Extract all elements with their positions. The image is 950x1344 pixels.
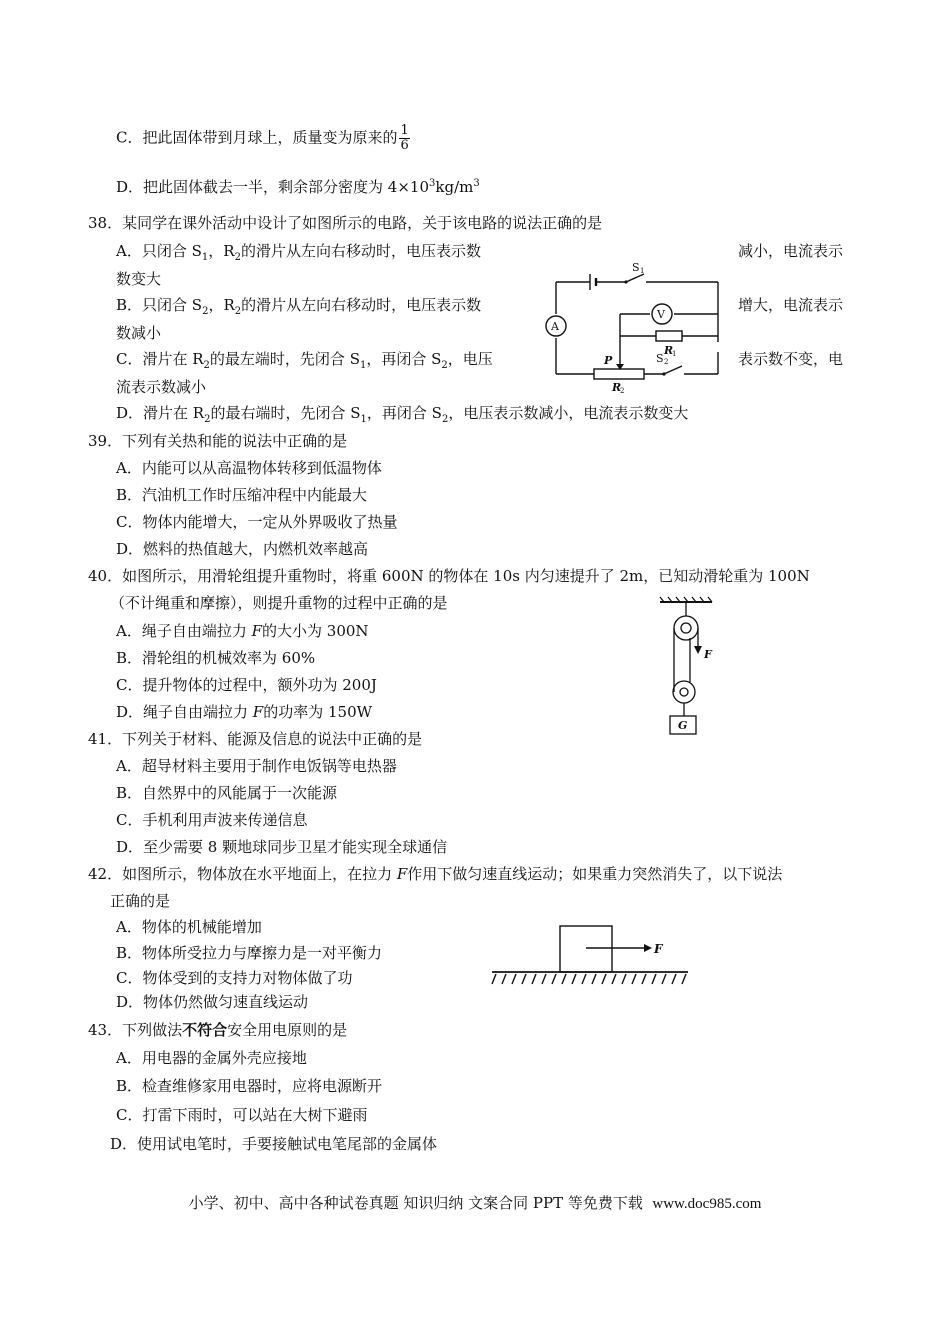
- q41-option-c: C．手机利用声波来传递信息: [116, 811, 308, 829]
- pulley-g-label: G: [678, 719, 688, 732]
- q39-option-b: B．汽油机工作时压缩冲程中内能最大: [116, 486, 368, 504]
- q38-option-c-tail: 表示数不变，电: [738, 350, 844, 368]
- q42-stem-cont: 正确的是: [110, 892, 171, 910]
- q40-option-c: C．提升物体的过程中，额外功为 200J: [116, 676, 377, 694]
- q38-option-d: D．滑片在 $R_2$的最右端时，先闭合 $S_1$，再闭合 $S_2$，电压表示数减小，电流表示数变大: [116, 404, 689, 425]
- q40-option-a: A．绳子自由端拉力 F的大小为 300N: [116, 622, 369, 640]
- q39-option-a: A．内能可以从高温物体转移到低温物体: [116, 459, 382, 477]
- q38-option-a-cont: 数变大: [116, 270, 162, 288]
- r1-sub: 1: [672, 350, 677, 358]
- q38-option-b-cont: 数减小: [116, 324, 162, 342]
- pulley-f-label: F: [704, 648, 712, 661]
- block-on-ground-diagram: [490, 922, 690, 990]
- q41-stem: 41．下列关于材料、能源及信息的说法中正确的是: [88, 730, 423, 748]
- r1-label: R: [664, 344, 674, 357]
- q39-option-c: C．物体内能增大，一定从外界吸收了热量: [116, 513, 398, 531]
- q38-option-c: C．滑片在 $R_2$的最左端时，先闭合 $S_1$，再闭合 $S_2$，电压: [116, 350, 493, 371]
- q43-option-a: A．用电器的金属外壳应接地: [116, 1049, 307, 1067]
- q42-option-c: C．物体受到的支持力对物体做了功: [116, 969, 353, 987]
- q42-option-b: B．物体所受拉力与摩擦力是一对平衡力: [116, 944, 383, 962]
- q38-option-c-cont: 流表示数减小: [116, 378, 207, 396]
- q38-option-b: B．只闭合 $S_2$，$R_2$的滑片从左向右移动时，电压表示数: [116, 296, 482, 317]
- voltmeter-label: V: [657, 308, 665, 321]
- q42-option-a: A．物体的机械能增加: [116, 918, 262, 936]
- q43-option-b: B．检查维修家用电器时，应将电源断开: [116, 1077, 383, 1095]
- q43-option-d: D．使用试电笔时，手要接触试电笔尾部的金属体: [110, 1135, 438, 1153]
- r2-label: R: [612, 381, 622, 394]
- footer-text: 小学、初中、高中各种试卷真题 知识归纳 文案合同 PPT 等免费下载: [188, 1194, 643, 1212]
- q39-option-d: D．燃料的热值越大，内燃机效率越高: [116, 540, 369, 558]
- q41-option-a: A．超导材料主要用于制作电饭锅等电热器: [116, 757, 397, 775]
- q40-stem-cont: （不计绳重和摩擦），则提升重物的过程中正确的是: [110, 594, 448, 612]
- q43-option-c: C．打雷下雨时，可以站在大树下避雨: [116, 1106, 368, 1124]
- q38-option-a: A．只闭合 $S_1$，$R_2$的滑片从左向右移动时，电压表示数: [116, 242, 481, 263]
- q42-option-d: D．物体仍然做匀速直线运动: [116, 993, 309, 1011]
- ammeter-label: A: [551, 320, 559, 333]
- footer-link[interactable]: www.doc985.com: [652, 1196, 762, 1212]
- q41-option-b: B．自然界中的风能属于一次能源: [116, 784, 338, 802]
- fraction-one-sixth: $\frac{1}{6}$: [400, 123, 409, 153]
- circuit-diagram: [540, 258, 726, 394]
- q41-option-d: D．至少需要 8 颗地球同步卫星才能实现全球通信: [116, 838, 448, 856]
- q38-option-a-tail: 减小，电流表示: [738, 242, 844, 260]
- q42-stem: 42．如图所示，物体放在水平地面上，在拉力 F作用下做匀速直线运动；如果重力突然消失了，以下说法: [88, 865, 783, 883]
- q40-option-b: B．滑轮组的机械效率为 60%: [116, 649, 316, 667]
- page-footer: [0, 1192, 950, 1213]
- prev-option-c: C．把此固体带到月球上，质量变为原来的 $\frac{1}{6}$: [116, 123, 409, 153]
- s1-sub: 1: [640, 267, 645, 275]
- block-f-label: F: [654, 942, 663, 956]
- prev-option-d: D．把此固体截去一半，剩余部分密度为 $4\times 10^3kg/m^3$: [116, 178, 480, 196]
- q38-stem: 38．某同学在课外活动中设计了如图所示的电路，关于该电路的说法正确的是: [88, 214, 603, 232]
- r2-sub: 2: [620, 387, 625, 394]
- s2-sub: 2: [664, 358, 669, 366]
- q40-stem: 40．如图所示，用滑轮组提升重物时，将重 600N 的物体在 10s 内匀速提升了 2m，已知动滑轮重为 100N: [88, 567, 810, 585]
- q39-stem: 39．下列有关热和能的说法中正确的是: [88, 432, 348, 450]
- s2-label: S: [656, 352, 664, 365]
- s1-label: S: [632, 261, 640, 274]
- pulley-diagram: [654, 596, 718, 740]
- q40-option-d: D．绳子自由端拉力 F的功率为 150W: [116, 703, 373, 721]
- slider-p-label: P: [604, 354, 613, 367]
- q38-option-b-tail: 增大，电流表示: [738, 296, 844, 314]
- q43-stem: 43．下列做法不符合安全用电原则的是: [88, 1021, 348, 1039]
